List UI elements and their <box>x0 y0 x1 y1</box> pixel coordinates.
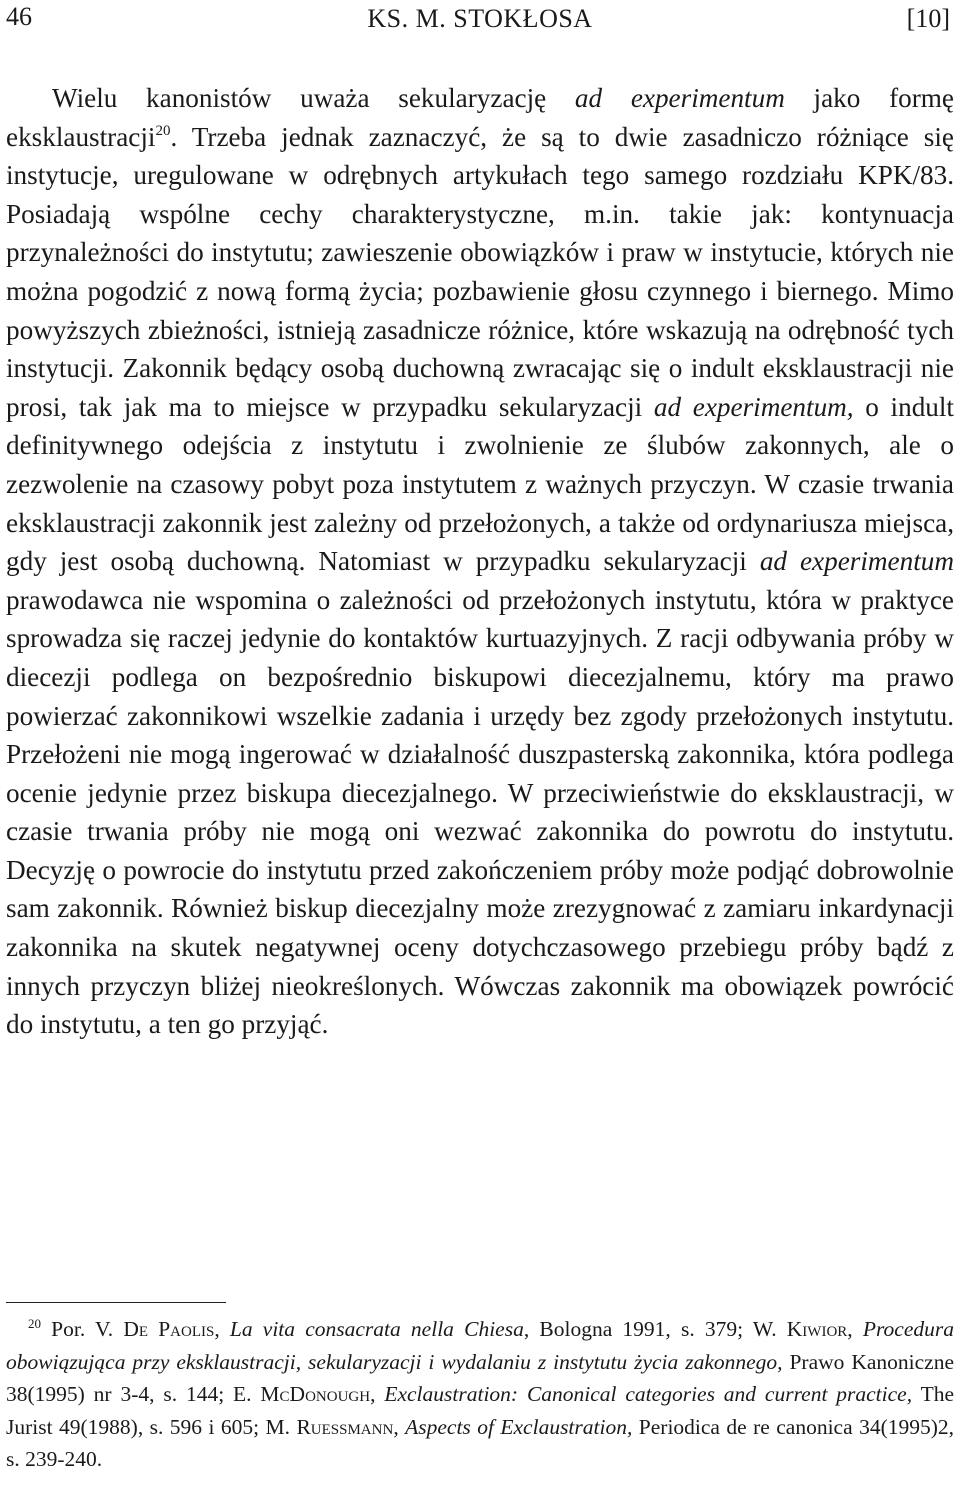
body-italic-run: ad experimentum <box>574 83 785 113</box>
footnote-text-run: , <box>393 1414 406 1439</box>
section-mark: [10] <box>906 4 950 33</box>
footnote-reference[interactable]: 20 <box>155 122 171 139</box>
body-italic-run: ad experimentum <box>759 546 954 577</box>
footnote-author: McDonough <box>260 1382 371 1406</box>
footnote-title: Aspects of Exclaustration, <box>405 1414 633 1439</box>
footnote-separator <box>6 1302 226 1303</box>
body-text-run: jako formę eksklaustracji <box>6 83 954 152</box>
body-paragraph <box>6 79 954 1044</box>
footnote-title: Exclaustration: Canonical categories and current practice, <box>384 1382 913 1406</box>
running-head: KS. M. STOKŁOSA <box>367 4 593 33</box>
footnote-text-run: , <box>214 1317 230 1341</box>
footnote-title: Procedura obowiązująca przy eksklaustracji, sekularyzacji i wydalaniu z instytutu życia zakonnego, <box>6 1317 955 1374</box>
footnote <box>6 1313 954 1476</box>
body-text-run: Wielu kanonistów uważa sekularyzację <box>52 83 575 113</box>
page-number: 46 <box>6 2 32 31</box>
footnote-text-run: Prawo Kanoniczne 38(1995) nr 3-4, s. 144; E. <box>6 1349 954 1406</box>
footnote-author: De Paolis <box>123 1317 215 1341</box>
body-text-run: o indult definitywnego odejścia z instytutu i zwolnienie ze ślubów zakonnych, ale o zezwolenie na czasowy pobyt poza instytutem z ważnych przyczyn. W czasie trwania eksklaustracji zakonnik jest zależny od przełożonych, a także od ordynariusza miejsca, gdy jest osobą duchowną. Natomiast w przypadku sekularyzacji <box>6 391 954 577</box>
footnote-text-run: , Bologna 1991, s. 379; W. <box>523 1317 787 1341</box>
footnote-author: Ruessmann <box>296 1414 394 1439</box>
body-text-run: . Trzeba jednak zaznaczyć, że są to dwie zasadniczo różniące się instytucje, uregulowane w odrębnych artykułach tego samego rozdziału KPK/83. Posiadają wspólne cechy charakterystyczne, m.in. takie jak: kontynuacja przynależności do instytutu; zawieszenie obowiązków i praw w instytucie, których nie można pogodzić z nową formą życia; pozbawienie głosu czynnego i biernego. Mimo powyższych zbieżności, istnieją zasadnicze różnice, które wskazują na odrębność tych instytucji. Zakonnik będący osobą duchowną zwracając się o indult eksklaustracji nie prosi, tak jak ma to miejsce w przypadku sekularyzacji <box>6 121 954 422</box>
body-text-run: prawodawca nie wspomina o zależności od przełożonych instytutu, która w praktyce sprowadza się raczej jedynie do kontaktów kurtuazyjnych. Z racji odbywania próby w diecezji podlega on bezpośrednio biskupowi diecezjalnemu, który ma prawo powierzać zakonnikowi wszelkie zadania i urzędy bez zgody przełożonych instytutu. Przełożeni nie mogą ingerować w działalność duszpasterską zakonnika, która podlega ocenie jedynie przez biskupa diecezjalnego. W przeciwieństwie do eksklaustracji, w czasie trwania próby nie mogą oni wezwać zakonnika do powrotu do instytutu. Decyzję o powrocie do instytutu przed zakończeniem próby może podjąć dobrowolnie sam zakonnik. Również biskup diecezjalny może zrezygnować z zamiaru inkardynacji zakonnika na skutek negatywnej oceny dotychczasowego przebiegu próby bądź z innych przyczyn bliżej nieokreślonych. Wówczas zakonnik ma obowiązek powrócić do instytutu, a ten go przyjąć. <box>6 584 954 1040</box>
footnote-text-run: The Jurist 49(1988), s. 596 i 605; M. <box>6 1382 954 1439</box>
page-header <box>0 0 960 40</box>
body-italic-run: ad experimentum, <box>653 391 854 422</box>
footnote-number: 20 <box>28 1316 41 1331</box>
footnote-author: Kiwior <box>786 1317 848 1341</box>
footnote-title: La vita consacrata nella Chiesa <box>229 1317 524 1341</box>
footnote-text-run: Por. V. <box>41 1317 124 1341</box>
footnote-text-run: Periodica de re canonica 34(1995)2, s. 239-240. <box>6 1414 955 1471</box>
footnote-text-run: , <box>847 1317 863 1341</box>
footnote-text-run: , <box>370 1382 385 1406</box>
